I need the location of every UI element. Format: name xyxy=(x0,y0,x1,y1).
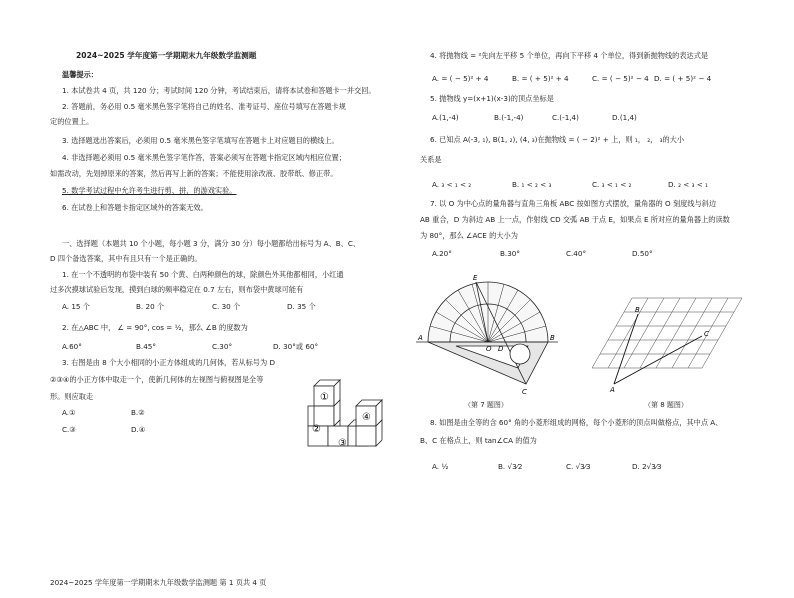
q2-option-a: A.60° xyxy=(62,342,82,351)
q5-option-a: A.(1,-4) xyxy=(432,113,459,122)
q4-option-a: A. = ( − 5)² + 4 xyxy=(432,74,489,83)
q8-option-d: D. 2√3⁄3 xyxy=(632,462,662,471)
q5-option-c: C.(-1,4) xyxy=(552,113,579,122)
cube-label-4: ④ xyxy=(362,412,371,423)
notice-heading: 温馨提示： xyxy=(62,70,98,79)
exam-title: 2024~2025 学年度第一学期期末九年级数学监测题 xyxy=(76,51,257,60)
q4-option-c: C. = ( − 5)² − 4 xyxy=(592,74,649,83)
q6-option-a: A. ₃ < ₁ < ₂ xyxy=(432,180,472,189)
figure-8-caption: （第 8 题图） xyxy=(644,401,688,409)
cube-label-1: ① xyxy=(320,392,329,403)
q4-option-b: B. = ( + 5)² + 4 xyxy=(512,74,569,83)
question-3: 3. 右图是由 8 个大小相同的小正方体组成的几何体，若从标号为 D xyxy=(62,358,275,367)
q1-option-c: C. 30 个 xyxy=(212,302,241,311)
fig7-label-e: E xyxy=(473,274,478,282)
q5-option-b: B.(-1,-4) xyxy=(494,113,524,122)
q2-option-c: C.30° xyxy=(212,342,233,351)
q7-option-c: C.40° xyxy=(566,249,587,258)
page-footer: 2024~2025 学年度第一学期期末九年级数学监测题 第 1 页共 4 页 xyxy=(50,578,267,587)
question-7c: 为 80°，那么 ∠ACE 的大小为 xyxy=(420,231,518,240)
q8-option-b: B. √3⁄2 xyxy=(498,462,523,471)
q6-option-b: B. ₁ < ₂ < ₃ xyxy=(512,180,552,189)
question-6: 6. 已知点 A(-3, ₁), B(1, ₂), (4, ₃)在抛物线 = ( − 2)² + 上，则 ₁， ₂， ₃的大小 xyxy=(430,135,685,144)
tip-5: 5. 数学考试过程中允许考生进行剪、拼，的游戏实验。 xyxy=(62,186,237,195)
q7-option-d: D.50° xyxy=(632,249,653,258)
q1-option-b: B. 20 个 xyxy=(136,302,165,311)
q2-option-b: B.45° xyxy=(136,342,156,351)
fig8-label-c: C xyxy=(704,330,709,338)
question-3b: ②③④的小正方体中取走一个，使新几何体的左视图与俯视图是全等 xyxy=(50,375,264,384)
q1-option-d: D. 35 个 xyxy=(287,302,316,311)
q7-option-a: A.20° xyxy=(432,249,452,258)
tip-4: 4. 非选择题必须用 0.5 毫米黑色签字笔作答，答案必须写在答题卡指定区域内相应位置； xyxy=(62,153,346,162)
fig7-label-a: A xyxy=(418,334,423,342)
q6-option-c: C. ₃ < ₁ < ₂ xyxy=(592,180,632,189)
cube-label-3: ③ xyxy=(338,438,347,449)
section-1-text-b: D 四个备选答案，其中有且只有一个是正确的。 xyxy=(50,254,202,263)
tip-4b: 如需改动，先划掉原来的答案，然后再写上新的答案；不能使用涂改液、胶带纸、修正带。 xyxy=(50,169,338,178)
q3-option-c: C.③ xyxy=(62,425,76,434)
fig7-label-o: O xyxy=(486,345,492,353)
question-1: 1. 在一个不透明的布袋中装有 50 个黄、白两种颜色的球，除颜色外其他都相同，小红通 xyxy=(62,270,344,279)
tip-2b: 定的位置上。 xyxy=(50,117,94,126)
question-4: 4. 将抛物线 = ²先向左平移 5 个单位，再向下平移 4 个单位，得到新抛物线的表达式是 xyxy=(430,51,709,60)
question-5: 5. 抛物线 y=(x+1)(x-3)的顶点坐标是 xyxy=(430,94,554,103)
fig8-label-a: A xyxy=(610,386,615,394)
q8-option-c: C. √3⁄3 xyxy=(566,462,591,471)
cube-label-2: ② xyxy=(312,424,321,435)
q3-option-d: D.④ xyxy=(131,425,146,434)
tip-2: 2. 答题前，务必用 0.5 毫米黑色签字笔将自己的姓名、准考证号、座位号填写在答题卡规 xyxy=(62,102,346,111)
q7-option-b: B.30° xyxy=(500,249,520,258)
question-2: 2. 在△ABC 中， ∠ = 90°, cos = ½，那么 ∠B 的度数为 xyxy=(62,323,248,332)
tip-6: 6. 在试卷上和答题卡指定区域外的答案无效。 xyxy=(62,203,208,212)
q2-option-d: D. 30°或 60° xyxy=(273,342,319,351)
question-7: 7. 以 O 为中心点的量角器与直角三角板 ABC 按如图方式摆放，量角器的 O 刻度线与斜边 xyxy=(430,199,717,208)
fig7-label-c: C xyxy=(522,388,527,396)
tip-1: 1. 本试卷共 4 页，共 120 分；考试时间 120 分钟，考试结束后，请将本试卷和答题卡一并交回。 xyxy=(62,86,376,95)
question-3c: 形。则应取走 xyxy=(50,392,94,401)
fig8-label-b: B xyxy=(635,306,640,314)
question-1b: 过多次摸球试验后发现，摸到白球的频率稳定在 0.7 左右，则布袋中黄球可能有 xyxy=(50,285,304,294)
fig7-label-b: B xyxy=(550,334,555,342)
tip-3: 3. 选择题选出答案后，必须用 0.5 毫米黑色签字笔填写在答题卡上对应题目的横线上。 xyxy=(62,136,339,145)
question-7b: AB 重合，D 为斜边 AB 上一点，作射线 CD 交弧 AB 于点 E，如果点 E 所对应的量角器上的读数 xyxy=(420,215,730,224)
q4-option-d: D. = ( + 5)² − 4 xyxy=(654,74,712,83)
question-6b: 关系是 xyxy=(420,155,442,164)
cube-figure xyxy=(292,374,396,458)
q3-option-b: B.② xyxy=(131,408,145,417)
figure-7-protractor xyxy=(416,272,558,400)
figure-7-caption: （第 7 题图） xyxy=(464,401,508,409)
q1-option-a: A. 15 个 xyxy=(62,302,90,311)
q8-option-a: A. ½ xyxy=(432,462,449,471)
q3-option-a: A.① xyxy=(62,408,76,417)
question-8: 8. 如图是由全等的含 60° 角的小菱形组成的网格，每个小菱形的顶点叫做格点，其中点 A、 xyxy=(430,418,723,427)
question-8b: B、C 在格点上，则 tan∠CA 的值为 xyxy=(420,436,537,445)
q5-option-d: D.(1,4) xyxy=(612,113,637,122)
q6-option-d: D. ₂ < ₃ < ₁ xyxy=(668,180,708,189)
section-1-text: 一、选择题（本题共 10 个小题，每小题 3 分，满分 30 分）每小题都给出标号为 A、B、C、 xyxy=(62,239,361,248)
figure-8-grid xyxy=(592,296,742,394)
fig7-label-d: D xyxy=(498,345,504,353)
